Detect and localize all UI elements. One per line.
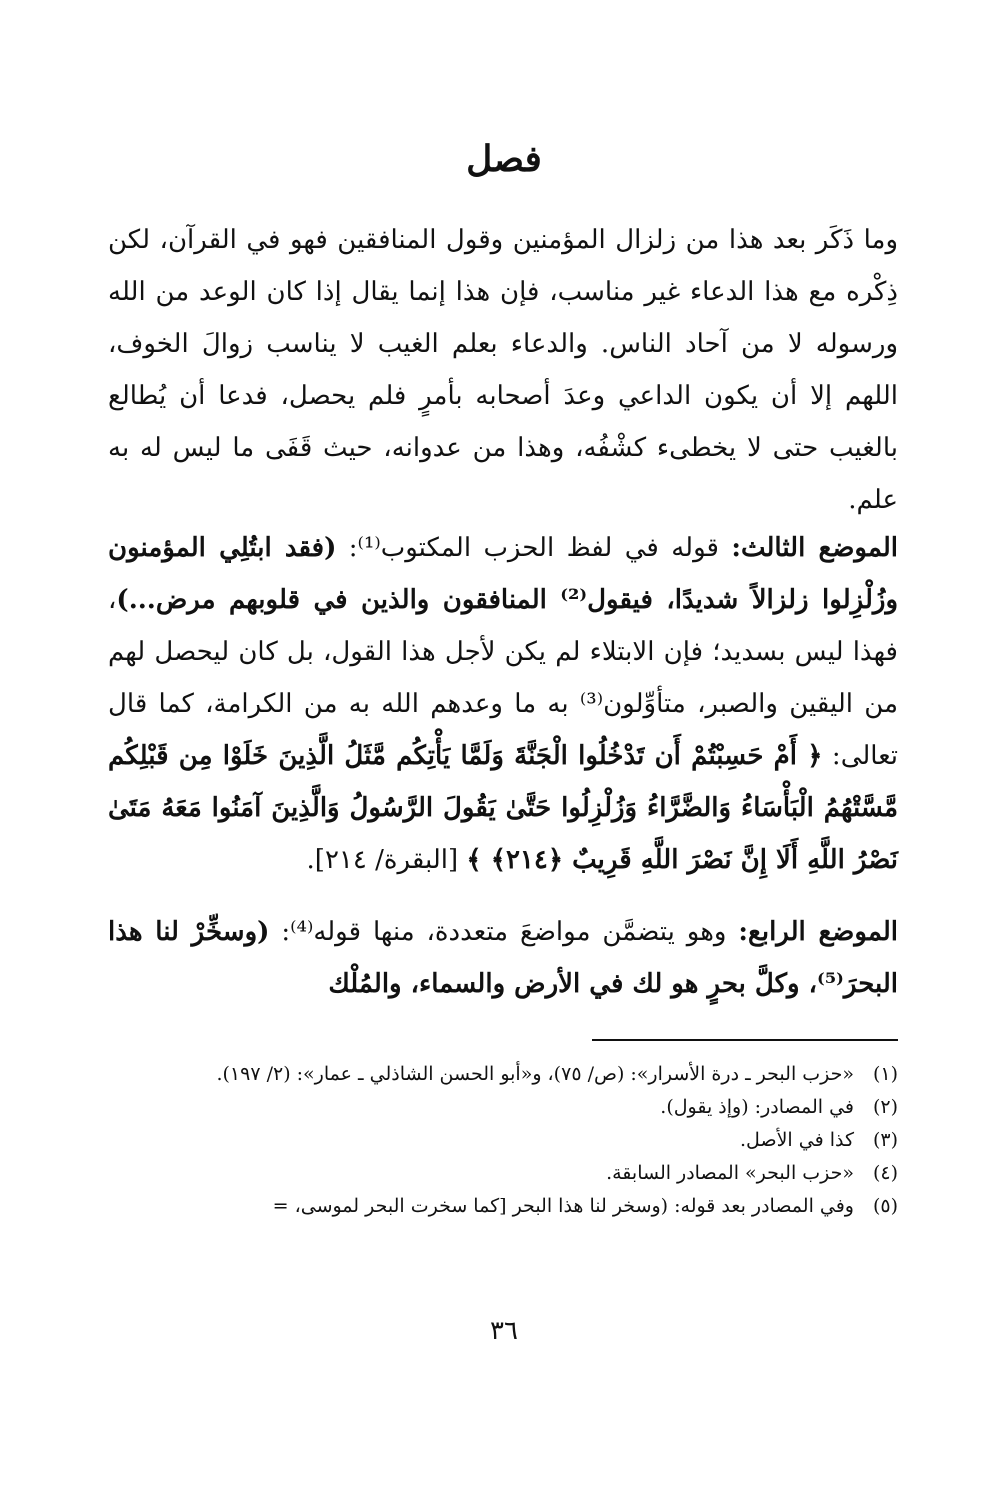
paragraph-2-label: الموضع الثالث: [731,533,899,563]
footnote-text: «حزب البحر» المصادر السابقة. [606,1162,854,1184]
paragraph-2 [108,522,898,886]
footnote-number: (٤) [872,1162,898,1184]
paragraph-2-text-b: ، فهذا ليس بسديد؛ فإن الابتلاء لم يكن لأجل هذا القول، بل كان ليحصل لهم من اليقين والصبر، متأوِّلون⁽³⁾ به ما وعدهم الله به من الكرامة، كما قال تعالى: [108,585,898,771]
footnote-number: (١) [872,1063,898,1085]
footnote-text: وفي المصادر بعد قوله: (وسخر لنا هذا البحر [كما سخرت البحر لموسى، = [272,1195,854,1217]
paragraph-2-text-a: قوله في لفظ الحزب المكتوب⁽¹⁾: [336,533,732,563]
paragraph-1-text: وما ذَكَر بعد هذا من زلزال المؤمنين وقول المنافقين فهو في القرآن، لكن ذِكْره مع هذا الدعاء غير مناسب، فإن هذا إنما يقال إذا كان الوعد من الله ورسوله لا من آحاد الناس. والدعاء بعلم الغيب لا يناسب زوالَ الخوف، اللهم إلا أن يكون الداعي وعدَ أصحابه بأمرٍ فلم يحصل، فدعا أن يُطالع بالغيب حتى لا يخطىء كشْفُه، وهذا من عدوانه، حيث قَفَى ما ليس له به علم. [108,225,898,515]
page-number: ٣٦ [490,1316,518,1346]
footnote-number: (٢) [872,1096,898,1118]
footnote-5 [108,1190,898,1223]
paragraph-1 [108,214,898,526]
footnotes [108,1058,898,1223]
paragraph-2-quote: (فقد ابتُلِي المؤمنون وزُلْزِلوا زلزالاً شديدًا، فيقول⁽²⁾ المنافقون والذين في قلوبهم مرض...) [108,533,898,615]
paragraph-2-text [108,522,898,886]
paragraph-3 [108,906,898,1010]
paragraph-3-text [108,906,898,1010]
paragraph-3-label: الموضع الرابع: [738,917,898,947]
paragraph-3-body: وهو يتضمَّن مواضعَ متعددة، منها قوله⁽⁴⁾: [269,917,739,947]
footnote-number: (٥) [872,1195,898,1217]
footnote-number: (٣) [872,1129,898,1151]
paragraph-3-quote: (وسخِّرْ لنا هذا البحرَ⁽⁵⁾، وكلَّ بحرٍ هو لك في الأرض والسماء، والمُلْك [108,917,898,999]
quran-verse: ﴿ أَمْ حَسِبْتُمْ أَن تَدْخُلُوا الْجَنَّةَ وَلَمَّا يَأْتِكُم مَّثَلُ الَّذِينَ خَلَوْا مِن قَبْلِكُم مَّسَّتْهُمُ الْبَأْسَاءُ وَالضَّرَّاءُ وَزُلْزِلُوا حَتَّىٰ يَقُولَ الرَّسُولُ وَالَّذِينَ آمَنُوا مَعَهُ مَتَىٰ نَصْرُ اللَّهِ أَلَا إِنَّ نَصْرَ اللَّهِ قَرِيبٌ ﴿٢١٤﴾ ﴾ [108,741,898,875]
verse-citation: [البقرة/ ٢١٤]. [306,845,467,875]
section-title: فصل [466,138,542,180]
footnote-2 [108,1091,898,1124]
footnote-1 [108,1058,898,1091]
footnote-divider [592,1039,898,1041]
footnote-text: «حزب البحر ـ درة الأسرار»: (ص/ ٧٥)، و«أبو الحسن الشاذلي ـ عمار»: (٢/ ١٩٧). [216,1063,854,1085]
footnote-3 [108,1124,898,1157]
footnote-4 [108,1157,898,1190]
footnote-text: كذا في الأصل. [740,1129,854,1151]
footnote-text: في المصادر: (وإذ يقول). [660,1096,854,1118]
